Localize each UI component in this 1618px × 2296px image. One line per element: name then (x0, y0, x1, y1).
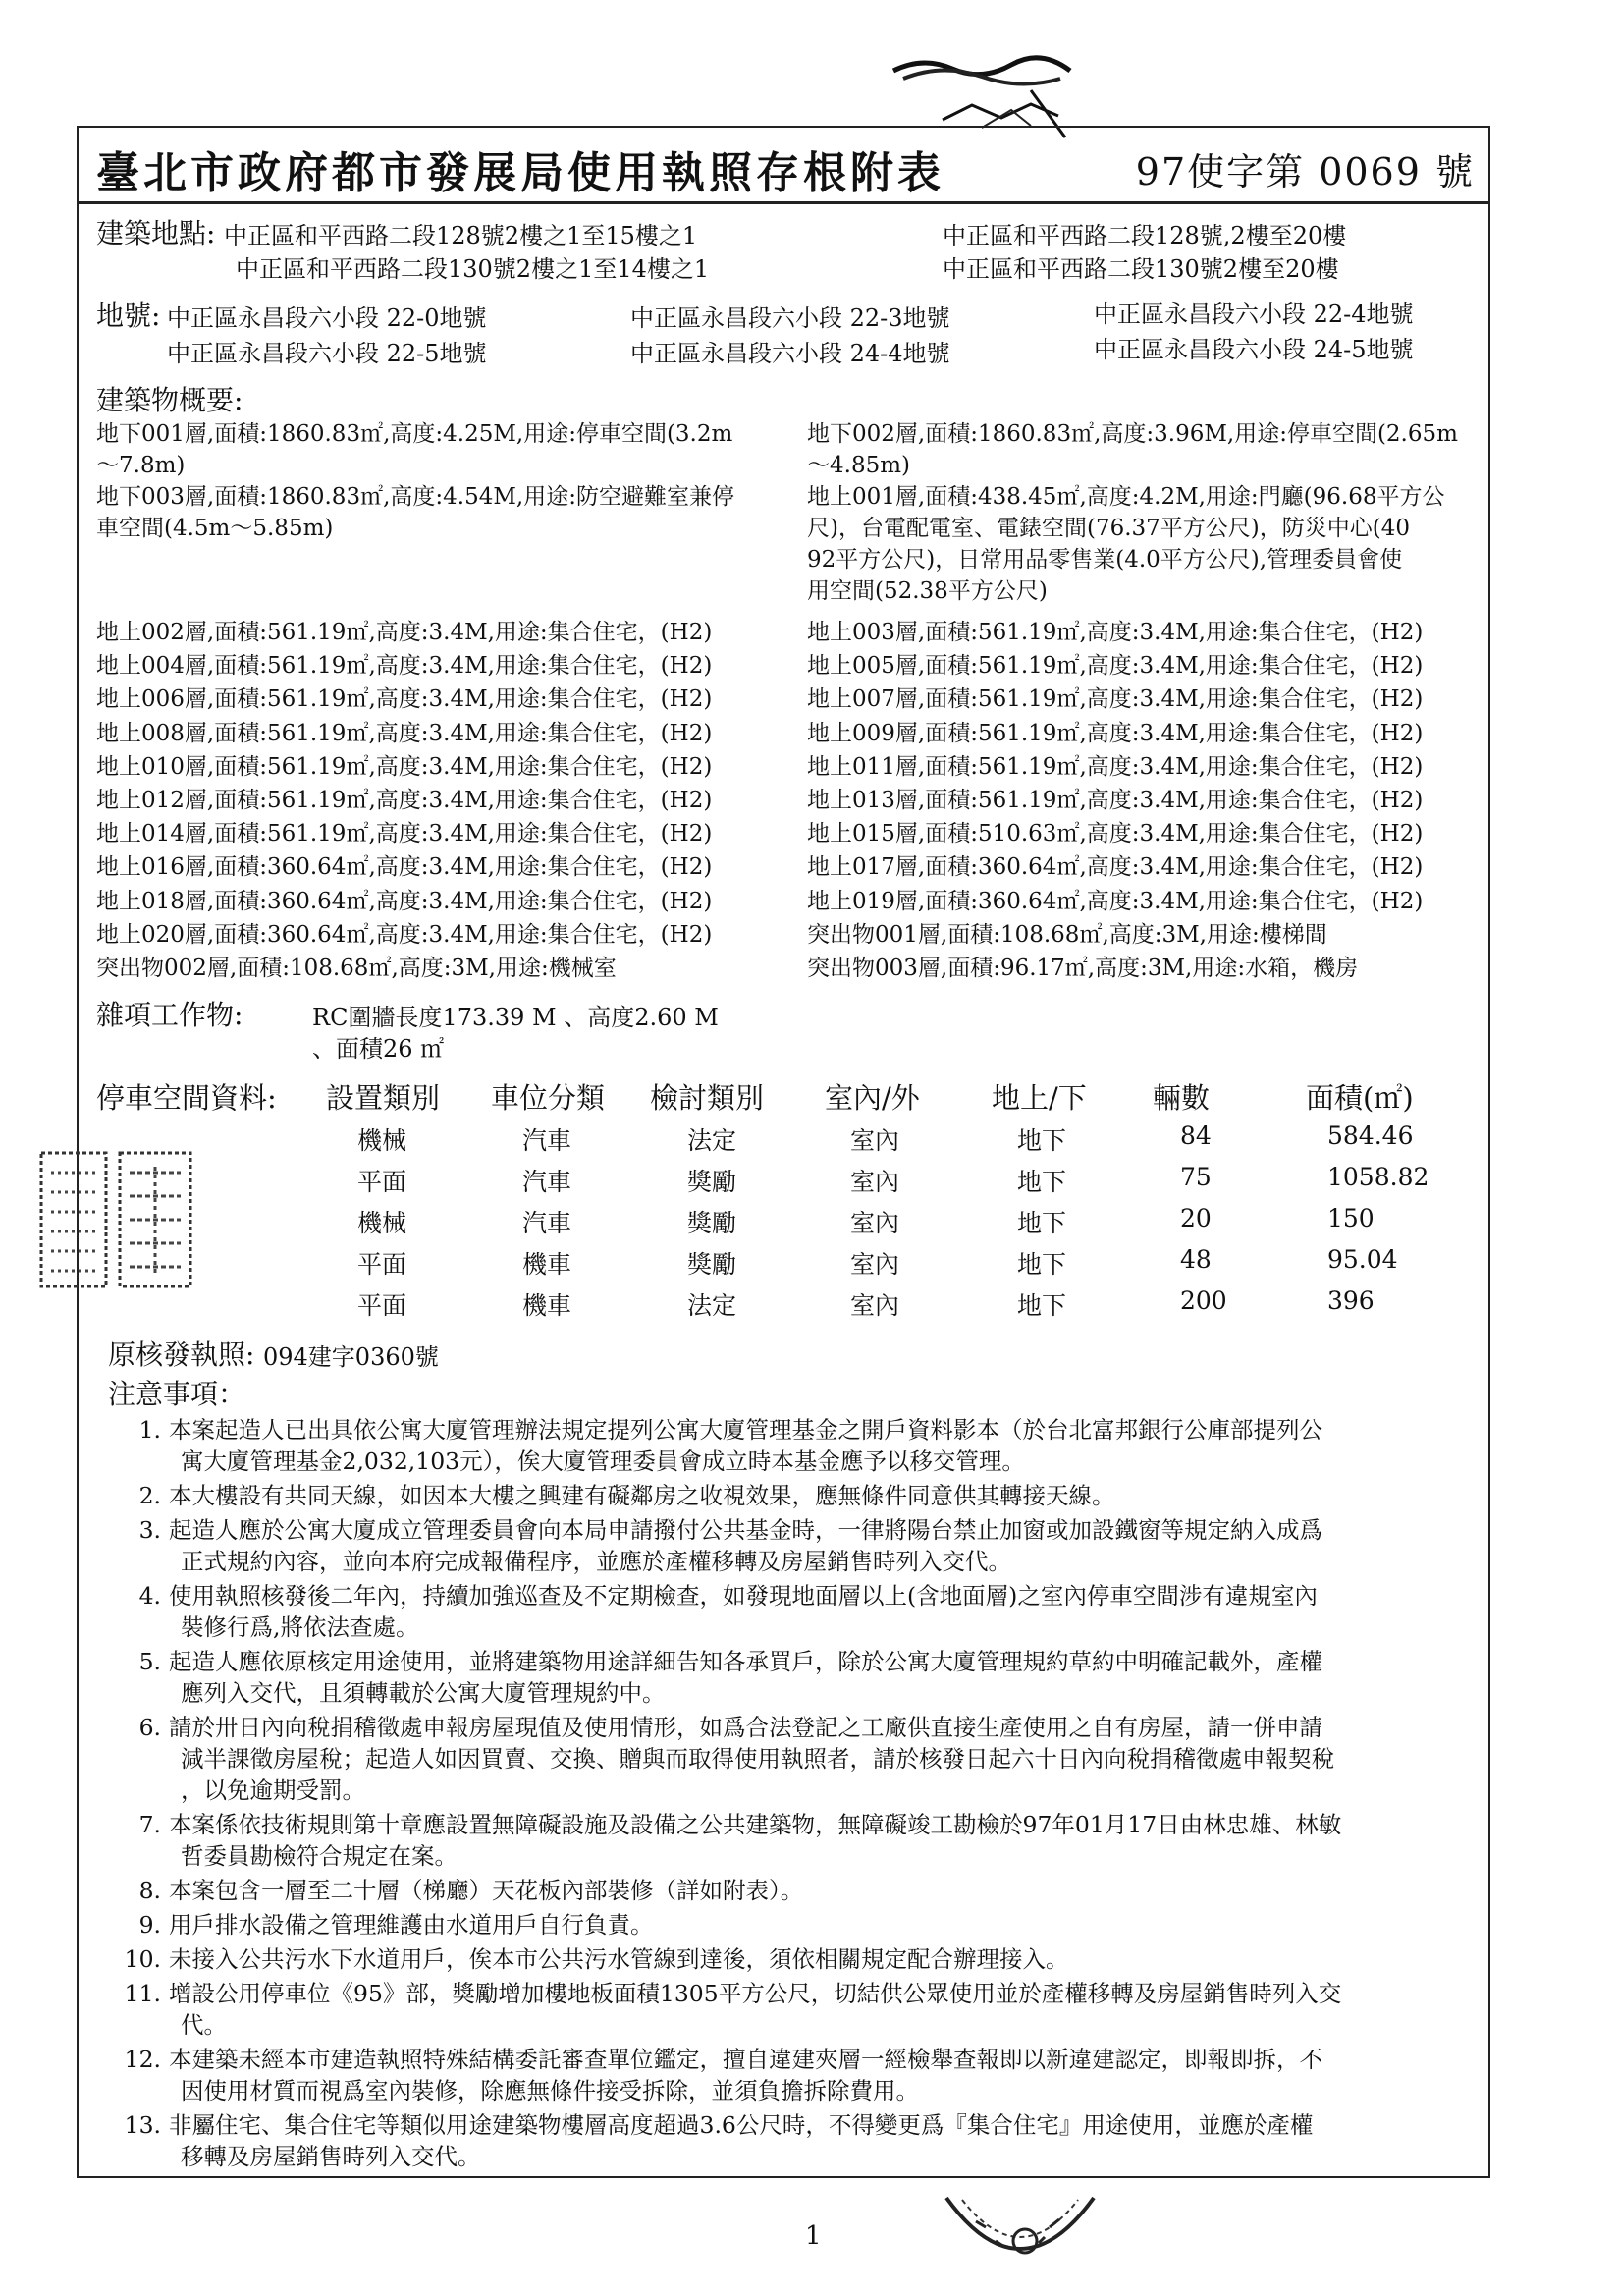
overview-left-line: 車空間(4.5m～5.85m) (96, 516, 334, 541)
note-number: 8. (138, 1877, 161, 1904)
note-text: 本建築未經本市建造執照特殊結構委託審查單位鑑定，擅自違建夾層一經檢舉查報即以新違建認定，即報即拆，不 (169, 2046, 1322, 2073)
note-number: 7. (138, 1811, 161, 1838)
parking-cell: 法定 (687, 1126, 737, 1155)
parking-cell: 獎勵 (687, 1250, 737, 1279)
page-number: 1 (805, 2221, 822, 2251)
parking-cell: 地下 (1017, 1168, 1067, 1196)
lot-item: 中正區永昌段六小段 22-0地號 (167, 304, 487, 332)
floor-line: 地上007層,面積:561.19㎡,高度:3.4M,用途:集合住宅，(H2) (807, 686, 1424, 713)
address-label: 建築地點: (96, 217, 216, 249)
note-text: ，以免逾期受罰。 (181, 1777, 365, 1804)
parking-header: 地上/下 (992, 1081, 1087, 1115)
floor-line: 地上006層,面積:561.19㎡,高度:3.4M,用途:集合住宅，(H2) (96, 686, 713, 713)
note-number: 2. (138, 1482, 161, 1509)
title-row (79, 128, 1488, 204)
parking-cell: 機械 (357, 1209, 407, 1237)
note-number: 11. (124, 1980, 161, 2007)
note-text: 移轉及房屋銷售時列入交代。 (181, 2143, 481, 2170)
note-text: 本大樓設有共同天線，如因本大樓之興建有礙鄰房之收視效果，應無條件同意供其轉接天線。 (169, 1482, 1115, 1509)
overview-label: 建築物概要: (96, 384, 243, 416)
floor-line: 地上020層,面積:360.64㎡,高度:3.4M,用途:集合住宅，(H2) (96, 921, 713, 948)
note-text: 本案起造人已出具依公寓大廈管理辦法規定提列公寓大廈管理基金之開戶資料影本（於台北富邦銀行公庫部提列公 (169, 1416, 1322, 1444)
note-text: 哲委員勘檢符合規定在案。 (181, 1842, 458, 1870)
note-number: 6. (138, 1714, 161, 1741)
parking-cell: 84 (1180, 1121, 1212, 1150)
note-text: 減半課徵房屋稅；起造人如因買賣、交換、贈與而取得使用執照者，請於核發日起六十日內向稅捐稽徵處申報契稅 (181, 1745, 1334, 1773)
note-text: 因使用材質而視爲室內裝修，除應無條件接受拆除，並須負擔拆除費用。 (181, 2077, 919, 2105)
floor-line: 突出物002層,面積:108.68㎡,高度:3M,用途:機械室 (96, 956, 617, 981)
document-frame (77, 126, 1490, 2178)
lot-label: 地號: (96, 300, 161, 332)
note-text: 應列入交代，且須轉載於公寓大廈管理規約中。 (181, 1679, 666, 1707)
overview-left-line: ～7.8m) (96, 453, 186, 478)
official-seal-left (37, 1147, 194, 1294)
note-text: 起造人應於公寓大廈成立管理委員會向本局申請撥付公共基金時，一律將陽台禁止加窗或加設鐵窗等規定納入成爲 (169, 1516, 1322, 1544)
overview-right-line: 92平方公尺)，日常用品零售業(4.0平方公尺),管理委員會使 (807, 547, 1403, 573)
note-text: 本案包含一層至二十層（梯廳）天花板內部裝修（詳如附表）。 (169, 1877, 804, 1904)
floor-line: 地上017層,面積:360.64㎡,高度:3.4M,用途:集合住宅，(H2) (807, 854, 1424, 881)
parking-cell: 汽車 (522, 1209, 572, 1237)
note-text: 增設公用停車位《95》部，獎勵增加樓地板面積1305平方公尺，切結供公眾使用並於產權移轉及房屋銷售時列入交 (169, 1980, 1342, 2007)
note-number: 10. (124, 1945, 161, 1973)
note-text: 請於卅日內向稅捐稽徵處申報房屋現值及使用情形，如爲合法登記之工廠供直接生產使用之自有房屋，請一併申請 (169, 1714, 1322, 1741)
parking-cell: 地下 (1017, 1209, 1067, 1237)
note-number: 13. (124, 2111, 161, 2139)
parking-cell: 平面 (357, 1250, 407, 1279)
parking-cell: 200 (1180, 1286, 1227, 1315)
parking-header: 檢討類別 (650, 1081, 765, 1115)
floor-line: 地上014層,面積:561.19㎡,高度:3.4M,用途:集合住宅，(H2) (96, 821, 713, 847)
floor-line: 地上011層,面積:561.19㎡,高度:3.4M,用途:集合住宅，(H2) (807, 753, 1424, 780)
parking-cell: 室內 (850, 1209, 900, 1237)
note-number: 1. (138, 1416, 161, 1444)
parking-header: 車位分類 (491, 1081, 606, 1115)
note-number: 4. (138, 1582, 161, 1610)
overview-left-line: 地下003層,面積:1860.83㎡,高度:4.54M,用途:防空避難室兼停 (96, 484, 734, 510)
document-number: 97使字第 0069 號 (1135, 150, 1475, 193)
parking-cell: 396 (1327, 1286, 1375, 1315)
floor-line: 地上009層,面積:561.19㎡,高度:3.4M,用途:集合住宅，(H2) (807, 720, 1424, 746)
note-text: 非屬住宅、集合住宅等類似用途建築物樓層高度超過3.6公尺時，不得變更爲『集合住宅』用途使用，並應於產權 (169, 2111, 1314, 2139)
lot-item: 中正區永昌段六小段 24-4地號 (630, 340, 950, 367)
note-text: 未接入公共污水下水道用戶，俟本市公共污水管線到達後，須依相關規定配合辦理接入。 (169, 1945, 1069, 1973)
parking-cell: 75 (1180, 1163, 1212, 1191)
note-number: 12. (124, 2046, 161, 2073)
overview-right-line: 尺)，台電配電室、電錶空間(76.37平方公尺)，防災中心(40 (807, 516, 1411, 541)
parking-cell: 室內 (850, 1168, 900, 1196)
overview-right-line: 地上001層,面積:438.45㎡,高度:4.2M,用途:門廳(96.68平方公 (807, 484, 1445, 510)
overview-right-line: 地下002層,面積:1860.83㎡,高度:3.96M,用途:停車空間(2.65m (807, 421, 1458, 447)
lot-item: 中正區永昌段六小段 22-5地號 (167, 340, 487, 367)
parking-header: 面積(㎡) (1306, 1081, 1414, 1115)
parking-header: 室內/外 (825, 1081, 920, 1115)
parking-cell: 平面 (357, 1168, 407, 1196)
parking-cell: 獎勵 (687, 1209, 737, 1237)
floor-line: 地上018層,面積:360.64㎡,高度:3.4M,用途:集合住宅，(H2) (96, 888, 713, 914)
note-text: 起造人應依原核定用途使用，並將建築物用途詳細告知各承買戶，除於公寓大廈管理規約草約中明確記載外，產權 (169, 1648, 1322, 1675)
floor-line: 地上003層,面積:561.19㎡,高度:3.4M,用途:集合住宅，(H2) (807, 620, 1424, 645)
note-text: 裝修行爲,將依法查處。 (181, 1613, 419, 1641)
floor-line: 地上005層,面積:561.19㎡,高度:3.4M,用途:集合住宅，(H2) (807, 653, 1424, 680)
notes-label: 注意事項： (108, 1378, 246, 1410)
parking-cell: 法定 (687, 1291, 737, 1320)
floor-line: 突出物003層,面積:96.17㎡,高度:3M,用途:水箱，機房 (807, 956, 1359, 981)
overview-right-line: 用空間(52.38平方公尺) (807, 578, 1048, 604)
parking-cell: 機車 (522, 1250, 572, 1279)
note-number: 9. (138, 1911, 161, 1939)
document-title: 臺北市政府都市發展局使用執照存根附表 (96, 148, 944, 198)
parking-cell: 1058.82 (1327, 1163, 1429, 1191)
floor-line: 地上013層,面積:561.19㎡,高度:3.4M,用途:集合住宅，(H2) (807, 788, 1424, 813)
parking-label: 停車空間資料: (96, 1081, 277, 1115)
parking-cell: 汽車 (522, 1168, 572, 1196)
parking-cell: 室內 (850, 1250, 900, 1279)
parking-cell: 汽車 (522, 1126, 572, 1155)
lot-item: 中正區永昌段六小段 22-3地號 (630, 304, 950, 332)
address-line: 中正區和平西路二段128號2樓之1至15樓之1 (224, 222, 698, 249)
parking-cell: 95.04 (1327, 1245, 1398, 1274)
parking-cell: 48 (1180, 1245, 1212, 1274)
parking-cell: 平面 (357, 1291, 407, 1320)
parking-cell: 室內 (850, 1291, 900, 1320)
note-text: 寓大廈管理基金2,032,103元），俟大廈管理委員會成立時本基金應予以移交管理。 (181, 1448, 1025, 1475)
parking-cell: 地下 (1017, 1126, 1067, 1155)
official-seal-bottom (937, 2192, 1104, 2282)
parking-cell: 584.46 (1327, 1121, 1414, 1150)
floor-line: 地上010層,面積:561.19㎡,高度:3.4M,用途:集合住宅，(H2) (96, 753, 713, 780)
parking-cell: 獎勵 (687, 1168, 737, 1196)
address-line: 中正區和平西路二段130號2樓至20樓 (943, 255, 1339, 283)
floor-line: 地上019層,面積:360.64㎡,高度:3.4M,用途:集合住宅，(H2) (807, 888, 1424, 914)
floor-line: 地上015層,面積:510.63㎡,高度:3.4M,用途:集合住宅，(H2) (807, 821, 1424, 847)
note-text: 用戶排水設備之管理維護由水道用戶自行負責。 (169, 1911, 654, 1939)
floor-line: 地上012層,面積:561.19㎡,高度:3.4M,用途:集合住宅，(H2) (96, 788, 713, 813)
parking-header: 輛數 (1153, 1081, 1211, 1115)
note-number: 5. (138, 1648, 161, 1675)
parking-cell: 機械 (357, 1126, 407, 1155)
misc-line: RC圍牆長度173.39 M 、高度2.60 M (312, 1004, 719, 1031)
floor-line: 地上004層,面積:561.19㎡,高度:3.4M,用途:集合住宅，(H2) (96, 653, 713, 680)
note-text: 使用執照核發後二年內，持續加強巡查及不定期檢查，如發現地面層以上(含地面層)之室內停車空間涉有違規室內 (169, 1582, 1318, 1610)
misc-label: 雜項工作物: (96, 999, 243, 1031)
parking-cell: 150 (1327, 1204, 1375, 1232)
original-label: 原核發執照: (108, 1339, 255, 1371)
floor-line: 地上008層,面積:561.19㎡,高度:3.4M,用途:集合住宅，(H2) (96, 720, 713, 746)
floor-line: 突出物001層,面積:108.68㎡,高度:3M,用途:樓梯間 (807, 921, 1327, 948)
parking-cell: 20 (1180, 1204, 1212, 1232)
floor-line: 地上016層,面積:360.64㎡,高度:3.4M,用途:集合住宅，(H2) (96, 854, 713, 881)
note-number: 3. (138, 1516, 161, 1544)
note-text: 代。 (181, 2011, 227, 2039)
parking-header: 設置類別 (326, 1081, 441, 1115)
address-line: 中正區和平西路二段130號2樓之1至14樓之1 (236, 255, 710, 283)
parking-cell: 地下 (1017, 1250, 1067, 1279)
lot-item: 中正區永昌段六小段 22-4地號 (1094, 301, 1414, 328)
overview-right-line: ～4.85m) (807, 453, 910, 478)
note-text: 正式規約內容，並向本府完成報備程序，並應於產權移轉及房屋銷售時列入交代。 (181, 1548, 1011, 1575)
overview-left-line: 地下001層,面積:1860.83㎡,高度:4.25M,用途:停車空間(3.2m (96, 421, 733, 447)
lot-item: 中正區永昌段六小段 24-5地號 (1094, 336, 1414, 363)
parking-cell: 機車 (522, 1291, 572, 1320)
address-line: 中正區和平西路二段128號,2樓至20樓 (943, 222, 1347, 249)
original-value: 094建字0360號 (263, 1343, 439, 1371)
floor-line: 地上002層,面積:561.19㎡,高度:3.4M,用途:集合住宅，(H2) (96, 620, 713, 645)
parking-cell: 地下 (1017, 1291, 1067, 1320)
parking-cell: 室內 (850, 1126, 900, 1155)
note-text: 本案係依技術規則第十章應設置無障礙設施及設備之公共建築物，無障礙竣工勘檢於97年01月17日由林忠雄、林敏 (169, 1811, 1342, 1838)
misc-line: 、面積26 ㎡ (312, 1035, 445, 1063)
